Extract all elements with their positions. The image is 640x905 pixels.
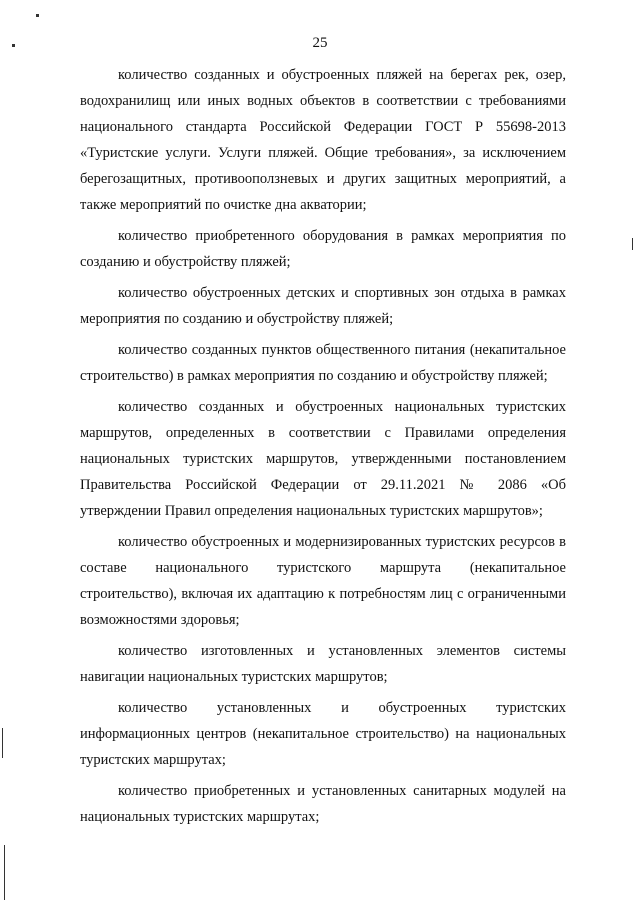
document-body bbox=[80, 62, 566, 835]
scan-mark bbox=[632, 238, 633, 250]
page-number: 25 bbox=[312, 35, 328, 51]
paragraph-info-centers: количество установленных и обустроенных туристских информационных центров (некапитальное строительство) на национальных туристских маршрутах; bbox=[80, 700, 566, 768]
scan-mark bbox=[12, 44, 15, 47]
paragraph-tourist-resources: количество обустроенных и модернизированных туристских ресурсов в составе национального туристского маршрута (некапитальное строительство), включая их адаптацию к потребностям лиц с ограниченными возможностями здоровья; bbox=[80, 534, 566, 628]
scan-mark bbox=[4, 845, 5, 900]
paragraph-recreation-zones: количество обустроенных детских и спортивных зон отдыха в рамках мероприятия по созданию и обустройству пляжей; bbox=[80, 285, 566, 327]
paragraph-catering-points: количество созданных пунктов общественного питания (некапитальное строительство) в рамках мероприятия по созданию и обустройству пляжей; bbox=[80, 342, 566, 384]
scan-mark bbox=[36, 14, 39, 17]
scan-mark bbox=[2, 728, 3, 758]
paragraph-beaches: количество созданных и обустроенных пляжей на берегах рек, озер, водохранилищ или иных водных объектов в соответствии с требованиями национального стандарта Российской Федерации ГОСТ Р 55698-2013 «Туристские услуги. Услуги пляжей. Общие требования», за исключением берегозащитных, противооползневых и других защитных мероприятий, а также мероприятий по очистке дна акватории; bbox=[80, 67, 566, 213]
paragraph-navigation-elements: количество изготовленных и установленных элементов системы навигации национальных туристских маршрутов; bbox=[80, 643, 566, 685]
paragraph-sanitary-modules: количество приобретенных и установленных санитарных модулей на национальных туристских маршрутах; bbox=[80, 783, 566, 825]
paragraph-national-routes: количество созданных и обустроенных национальных туристских маршрутов, определенных в соответствии с Правилами определения национальных туристских маршрутов, утвержденными постановлением Правительства Российской Федерации от 29.11.2021 № 2086 «Об утверждении Правил определения национальных туристских маршрутов»; bbox=[80, 399, 566, 519]
paragraph-equipment: количество приобретенного оборудования в рамках мероприятия по созданию и обустройству пляжей; bbox=[80, 228, 566, 270]
